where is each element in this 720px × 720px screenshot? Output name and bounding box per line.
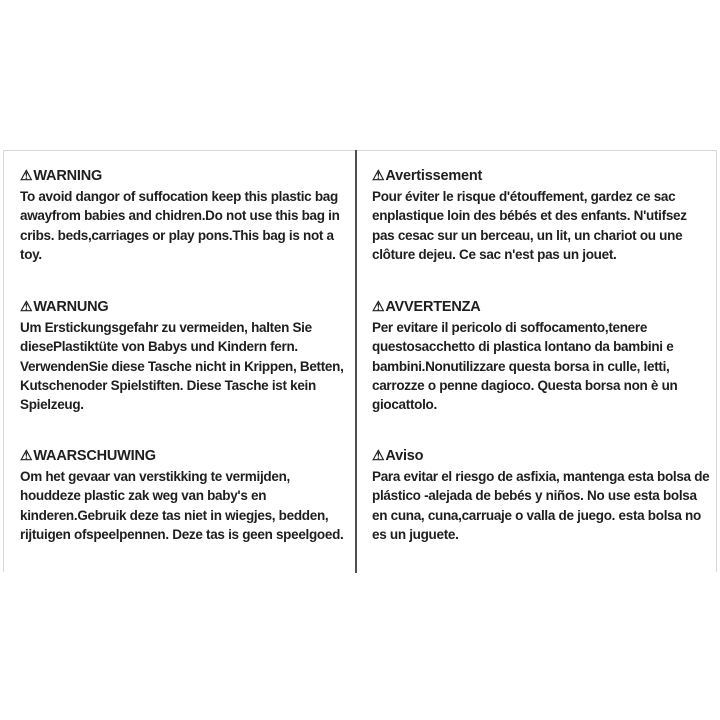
section-body-italian: Per evitare il pericolo di soffocamento,tenere questosacchetto di plastica lontano da bambini e bambini.Nonutilizzare questa borsa in culle, letti, carrozze o penne dagioco. Questa borsa non è un giocattolo. (372, 320, 678, 413)
section-title-french: Avertissement (385, 168, 483, 184)
warning-section-english (4, 151, 356, 282)
warning-section-italian (356, 282, 716, 431)
warning-section-french (356, 151, 716, 282)
section-heading-english (20, 166, 350, 186)
section-body-spanish: Para evitar el riesgo de asfixia, mantenga esta bolsa de plástico -alejada de bebés y niños. No use esta bolsa en cuna, cuna,carruaje o valla de juego. esta bolsa no es un juguete. (372, 469, 710, 542)
section-heading-italian (372, 297, 710, 317)
warning-triangle-icon: ⚠ (372, 167, 385, 183)
warning-section-spanish (356, 431, 716, 572)
warning-section-german (4, 282, 356, 431)
section-body-dutch: Om het gevaar van verstikking te vermijden, houddeze plastic zak weg van baby's en kinderen.Gebruik deze tas niet in wiegjes, bedden, rijtuigen ofspeelpennen. Deze tas is geen speelgoed. (20, 469, 344, 542)
warning-triangle-icon: ⚠ (20, 298, 33, 314)
warning-triangle-icon: ⚠ (372, 298, 385, 314)
column-divider-line (355, 150, 357, 573)
section-body-french: Pour éviter le risque d'étouffement, gardez ce sac enplastique loin des bébés et des enfants. N'utifsez pas cesac sur un berceau, un lit, un chariot ou une clôture dejeu. Ce sac n'est pas un jouet. (372, 189, 687, 262)
section-title-spanish: Aviso (385, 448, 424, 464)
section-heading-dutch (20, 446, 350, 466)
warning-triangle-icon: ⚠ (372, 447, 385, 463)
section-heading-french (372, 166, 710, 186)
section-title-italian: AVVERTENZA (385, 299, 481, 315)
warning-triangle-icon: ⚠ (20, 447, 33, 463)
section-title-german: WARNUNG (33, 299, 109, 315)
warning-label-box (3, 150, 717, 572)
section-heading-spanish (372, 446, 710, 466)
warning-triangle-icon: ⚠ (20, 167, 33, 183)
warning-section-dutch (4, 431, 356, 572)
section-title-english: WARNING (33, 168, 103, 184)
section-heading-german (20, 297, 350, 317)
section-body-german: Um Erstickungsgefahr zu vermeiden, halten Sie diesePlastiktüte von Babys und Kindern fern. VerwendenSie diese Tasche nicht in Krippen, Betten, Kutschenoder Spielstiften. Diese Tasche ist kein Spielzeug. (20, 320, 344, 413)
section-body-english: To avoid dangor of suffocation keep this plastic bag awayfrom babies and chidren.Do not use this bag in cribs. beds,carriages or play pons.This bag is not a toy. (20, 189, 340, 262)
section-title-dutch: WAARSCHUWING (33, 448, 156, 464)
